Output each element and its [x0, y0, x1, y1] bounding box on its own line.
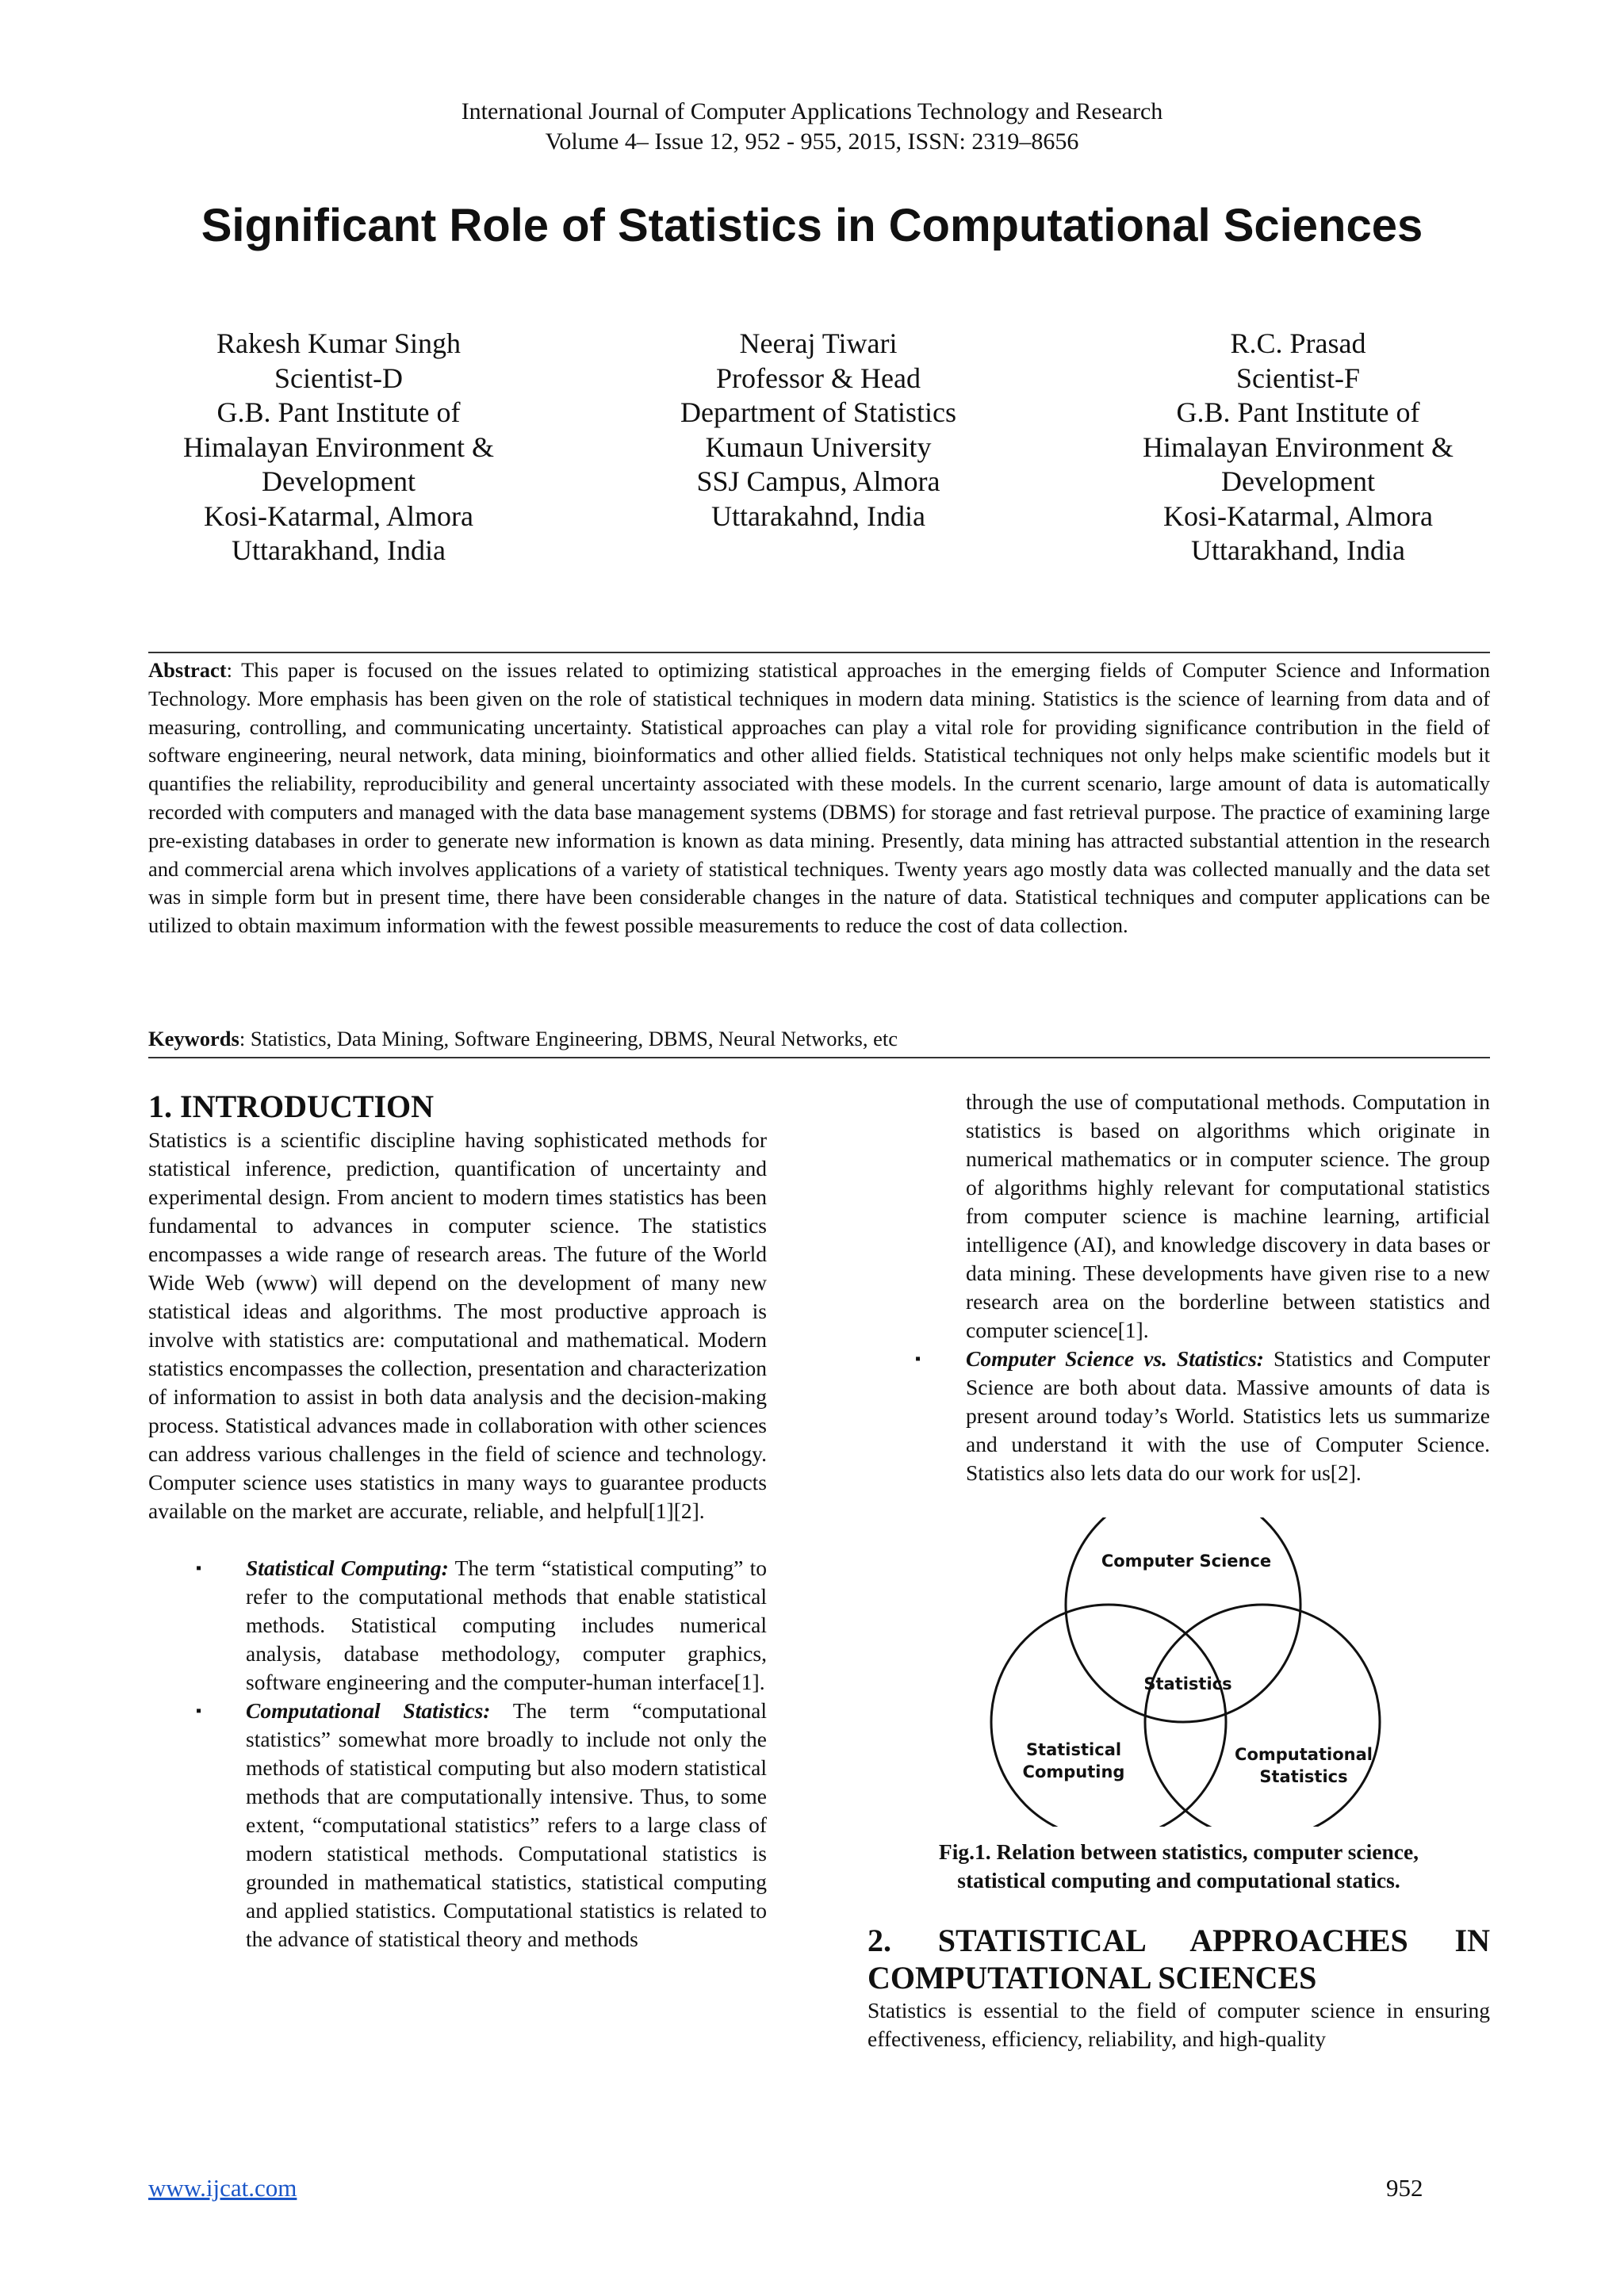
author-3-affil: G.B. Pant Institute of: [1176, 396, 1420, 428]
author-1-location: Kosi-Katarmal, Almora: [204, 499, 473, 532]
author-2-affil: Department of Statistics: [680, 396, 956, 428]
author-3-title: Scientist-F: [1235, 362, 1360, 394]
keywords-bottom-rule: [148, 1057, 1490, 1058]
keywords-label: Keywords: [148, 1027, 239, 1050]
author-2-title: Professor & Head: [716, 362, 921, 394]
page-number: 952: [1386, 2174, 1423, 2202]
abstract-top-rule: [148, 652, 1490, 653]
right-column: [868, 1088, 1490, 2053]
author-1-affil: Himalayan Environment &: [183, 430, 494, 463]
author-3-affil: Himalayan Environment &: [1143, 430, 1454, 463]
paper-title: Significant Role of Statistics in Computational Sciences: [201, 200, 1423, 251]
list-item: [148, 1554, 767, 1697]
author-3-name: R.C. Prasad: [1230, 327, 1366, 359]
author-2-name: Neeraj Tiwari: [739, 327, 898, 359]
author-2-location: Uttarakahnd, India: [711, 499, 925, 532]
bullet-lead: Computer Science vs. Statistics:: [966, 1346, 1264, 1371]
author-3: [1052, 327, 1544, 568]
journal-volume: Volume 4– Issue 12, 952 - 955, 2015, ISSN: 2319–8656: [545, 128, 1079, 155]
venn-label-statistics: Statistics: [1143, 1674, 1232, 1693]
author-2-location: SSJ Campus, Almora: [696, 465, 940, 497]
venn-label-statistical-computing: Computing: [1022, 1762, 1125, 1781]
bullet-text: The term “computational statistics” somewhat more broadly to include not only the methods of statistical computing but also modern statistical methods that are computationally intensive. Thus, to some extent, “computational statistics” refers to a large class of modern statistical methods. Computational statistics is grounded in mathematical statistics, statistical computing and applied statistics. Computational statistics is related to the advance of statistical theory and methods: [246, 1698, 767, 1951]
author-2: [573, 327, 1064, 534]
author-3-location: Uttarakhand, India: [1191, 534, 1405, 566]
abstract-text: : This paper is focused on the issues related to optimizing statistical approaches in the emerging fields of Computer Science and Information Technology. More emphasis has been given on the role of statistical techniques in modern data mining. Statistics is the science of learning from data and of measuring, controlling, and communicating uncertainty. Statistical approaches can play a vital role for providing significance contribution in the field of software engineering, neural network, data mining, bioinformatics and other allied fields. Statistical techniques not only helps make scientific models but it quantifies the reliability, reproducibility and general uncertainty associated with these models. In the current scenario, large amount of data is automatically recorded with computers and managed with the data base management systems (DBMS) for storage and fast retrieval purpose. The practice of examining large pre-existing databases in order to generate new information is known as data mining. Presently, data mining has attracted substantial attention in the research and commercial arena which involves applications of a variety of statistical techniques. Twenty years ago mostly data was collected manually and the data set was in simple form but in present time, there have been considerable changes in the nature of data. Statistical techniques and computer applications can be utilized to obtain maximum information with the fewest possible measurements to reduce the cost of data collection.: [148, 658, 1490, 938]
section-1-heading: 1. INTRODUCTION: [148, 1089, 435, 1124]
author-1-location: Uttarakhand, India: [232, 534, 446, 566]
list-item: [868, 1345, 1490, 1487]
bullet-icon: ▪: [915, 1350, 921, 1368]
author-3-location: Kosi-Katarmal, Almora: [1163, 499, 1433, 532]
bullet-lead: Statistical Computing:: [246, 1556, 449, 1580]
figure-caption: [868, 1838, 1490, 1895]
left-column: [148, 1088, 767, 1954]
intro-paragraph: Statistics is a scientific discipline having sophisticated methods for statistical inference, prediction, quantification of uncertainty and experimental design. From ancient to modern times statistics has been fundamental to advances in computer science. The statistics encompasses a wide range of research areas. The future of the World Wide Web (www) will depend on the development of many new statistical ideas and algorithms. The most productive approach is involve with statistics are: computational and mathematical. Modern statistics encompasses the collection, presentation and characterization of information to assist in both data analysis and the decision-making process. Statistical advances made in collaboration with other sciences can address various challenges in the field of science and technology. Computer science uses statistics in many ways to guarantee products available on the market are accurate, reliable, and helpful[1][2].: [148, 1127, 767, 1523]
intro-bullet-list: [148, 1554, 767, 1954]
author-3-affil: Development: [1221, 465, 1375, 497]
bullet-text: Statistics and Computer Science are both about data. Massive amounts of data is present around today’s World. Statistics lets us summarize and understand it with the use of Computer Science. Statistics also lets data do our work for us[2].: [966, 1346, 1490, 1485]
keywords: [148, 1025, 1490, 1052]
section-2-heading: 2. STATISTICAL APPROACHES IN COMPUTATIONAL SCIENCES: [868, 1923, 1490, 1996]
figure-caption-line: statistical computing and computational statics.: [957, 1868, 1400, 1892]
author-1-affil: G.B. Pant Institute of: [216, 396, 461, 428]
list-item: [148, 1697, 767, 1954]
venn-label-computational-statistics: Computational: [1235, 1745, 1373, 1764]
bullet-text: The term “statistical computing” to refer to the computational methods that enable statistical methods. Statistical computing includes numerical analysis, database methodology, computer graphics, software engineering and the computer-human interface[1].: [246, 1556, 767, 1694]
journal-website-link[interactable]: www.ijcat.com: [148, 2174, 297, 2202]
journal-name: International Journal of Computer Applications Technology and Research: [461, 98, 1163, 124]
journal-header: [0, 97, 1624, 157]
author-1-title: Scientist-D: [274, 362, 403, 394]
author-1-affil: Development: [262, 465, 416, 497]
venn-label-computer-science: Computer Science: [1101, 1552, 1272, 1571]
bullet-lead: Computational Statistics:: [246, 1698, 491, 1723]
venn-label-statistical-computing: Statistical: [1025, 1740, 1122, 1759]
keywords-text: : Statistics, Data Mining, Software Engineering, DBMS, Neural Networks, etc: [239, 1027, 898, 1050]
bullet-icon: ▪: [196, 1559, 202, 1577]
author-2-affil: Kumaun University: [705, 430, 932, 463]
venn-label-computational-statistics: Statistics: [1259, 1767, 1348, 1786]
continuation-paragraph: through the use of computational methods. Computation in statistics is based on algorithms which originate in numerical mathematics or in computer science. The group of algorithms highly relevant for computational statistics from computer science is machine learning, artificial intelligence (AI), and knowledge discovery in data bases or data mining. These developments have given rise to a new research area on the borderline between statistics and computer science[1].: [966, 1089, 1490, 1342]
author-1-name: Rakesh Kumar Singh: [216, 327, 461, 359]
venn-circle-statistical-computing: [991, 1605, 1226, 1827]
venn-circle-computational-statistics: [1145, 1605, 1380, 1827]
figure-caption-line: Fig.1. Relation between statistics, computer science,: [938, 1839, 1419, 1864]
venn-diagram: [868, 1517, 1490, 1827]
bullet-icon: ▪: [196, 1702, 202, 1720]
right-bullet-list: [868, 1345, 1490, 1487]
abstract: [148, 656, 1490, 940]
abstract-label: Abstract: [148, 658, 227, 682]
author-1: [93, 327, 584, 568]
section-2-paragraph: Statistics is essential to the field of computer science in ensuring effectiveness, efficiency, reliability, and high-quality: [868, 1998, 1490, 2051]
